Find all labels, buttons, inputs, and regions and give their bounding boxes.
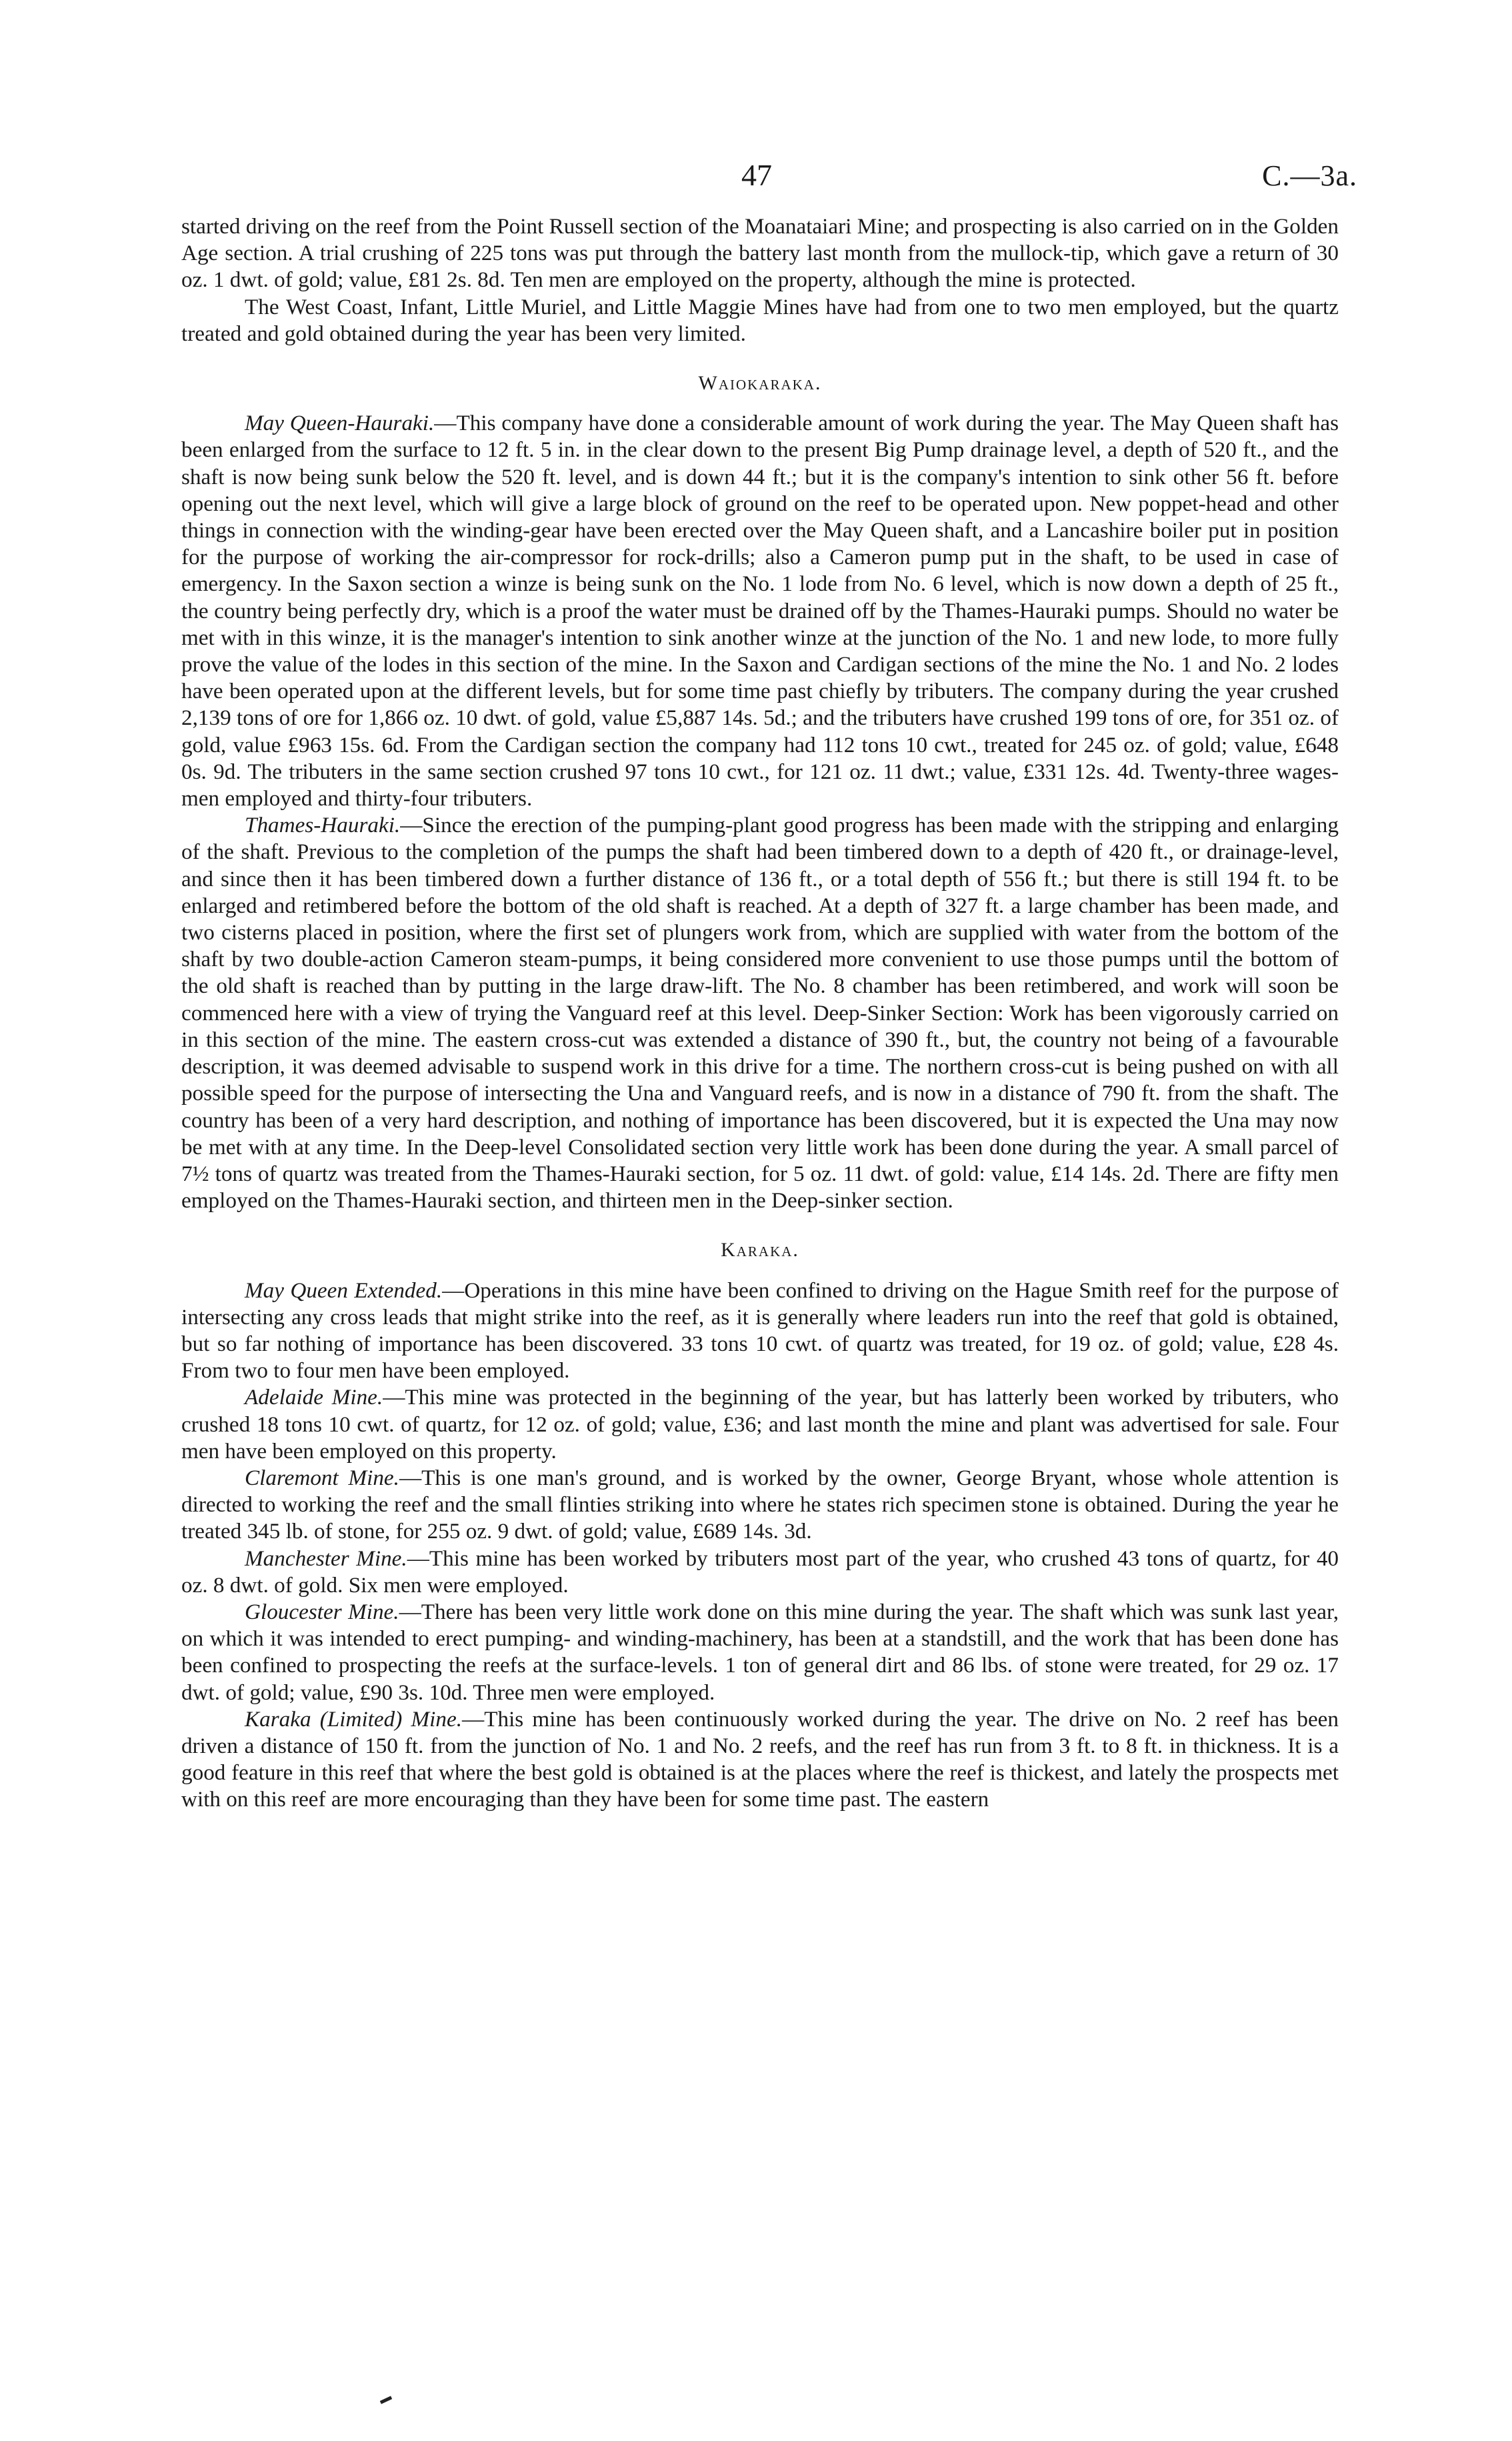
- section-heading-waiokaraka: Waiokaraka.: [698, 372, 822, 395]
- ink-mark: [380, 2396, 392, 2404]
- page-number: 47: [741, 158, 772, 192]
- paragraph-may-queen-extended: [181, 1278, 1339, 1385]
- section-code: C.—3a.: [1262, 159, 1357, 192]
- mine-title: May Queen Extended.: [245, 1278, 443, 1303]
- mine-title: May Queen-Hauraki.: [245, 411, 435, 436]
- paragraph-continuation: started driving on the reef from the Point Russell section of the Moanataiari Mine; and prospecting is also carried on in the Golden Age section. A trial crushing of 225 tons was put through the battery last month from the mullock-tip, which gave a return of 30 oz. 1 dwt. of gold; value, £81 2s. 8d. Ten men are employed on the property, although the mine is protected.: [181, 214, 1339, 293]
- paragraph-claremont: [181, 1465, 1339, 1546]
- mine-title: Manchester Mine.: [245, 1546, 407, 1571]
- mine-title: Adelaide Mine.: [245, 1385, 383, 1410]
- paragraph-adelaide: [181, 1384, 1339, 1465]
- mine-body: —Operations in this mine have been confined to driving on the Hague Smith reef for the purpose of intersecting any cross leads that might strike into the reef, as it is generally where leaders run into the reef that gold is obtained, but so far nothing of importance has been discovered. 33 tons 10 cwt. of quartz was treated, for 19 oz. of gold; value, £28 4s. From two to four men have been employed.: [181, 1278, 1339, 1384]
- mine-title: Thames-Hauraki.: [245, 813, 401, 838]
- paragraph-thames-hauraki: [181, 812, 1339, 1214]
- mine-title: Gloucester Mine.: [245, 1599, 399, 1624]
- mine-title: Karaka (Limited) Mine.: [245, 1706, 463, 1732]
- mine-body: —This company have done a considerable amount of work during the year. The May Queen shaft has been enlarged from the surface to 12 ft. 5 in. in the clear down to the present Big Pump drainage level, a depth of 520 ft., and the shaft is now being sunk below the 520 ft. level, and is down 44 ft.; but it is the company's intention to sink other 56 ft. before opening out the next level, which will give a large block of ground on the reef to be operated upon. New poppet-head and other things in connection with the winding-gear have been erected over the May Queen shaft, and a Lancashire boiler put in position for the purpose of working the air-compressor for rock-drills; also a Cameron pump put in the shaft, to be used in case of emergency. In the Saxon section a winze is being sunk on the No. 1 lode from No. 6 level, which is now down a depth of 25 ft., the country being perfectly dry, which is a proof the water must be drained off by the Thames-Hauraki pumps. Should no water be met with in this winze, it is the manager's intention to sink another winze at the junction of the No. 1 and new lode, to more fully prove the value of the lodes in this section of the mine. In the Saxon and Cardigan sections of the mine the No. 1 and No. 2 lodes have been operated upon at the different levels, but for some time past chiefly by tributers. The company during the year crushed 2,139 tons of ore for 1,866 oz. 10 dwt. of gold, value £5,887 14s. 5d.; and the tributers have crushed 199 tons of ore, for 351 oz. of gold, value £963 15s. 6d. From the Cardigan section the company had 112 tons 10 cwt., treated for 245 oz. of gold; value, £648 0s. 9d. The tributers in the same section crushed 97 tons 10 cwt., for 121 oz. 11 dwt.; value, £331 12s. 4d. Twenty-three wages-men employed and thirty-four tributers.: [181, 411, 1339, 811]
- mine-body: —Since the erection of the pumping-plant good progress has been made with the stripping and enlarging of the shaft. Previous to the completion of the pumps the shaft had been timbered down to a depth of 420 ft., or drainage-level, and since then it has been timbered down a further distance of 136 ft., or a total depth of 556 ft.; but there is still 194 ft. to be enlarged and retimbered before the bottom of the old shaft is reached. At a depth of 327 ft. a large chamber has been made, and two cisterns placed in position, where the first set of plungers work from, which are supplied with water from the bottom of the shaft by two double-action Cameron steam-pumps, it being considered more convenient to use those pumps until the bottom of the old shaft is reached than by putting in the large draw-lift. The No. 8 chamber has been retimbered, and work will soon be commenced here with a view of trying the Vanguard reef at this level. Deep-Sinker Section: Work has been vigorously carried on in this section of the mine. The eastern cross-cut was extended a distance of 390 ft., but, the country not being of a favourable description, it was deemed advisable to suspend work in this drive for a time. The northern cross-cut is being pushed on with all possible speed for the purpose of intersecting the Una and Vanguard reefs, and is now in a distance of 790 ft. from the shaft. The country has been of a very hard description, and nothing of importance has been discovered, but it is expected the Una may now be met with at any time. In the Deep-level Consolidated section very little work has been done during the year. A small parcel of 7½ tons of quartz was treated from the Thames-Hauraki section, for 5 oz. 11 dwt. of gold: value, £14 14s. 2d. There are fifty men employed on the Thames-Hauraki section, and thirteen men in the Deep-sinker section.: [181, 813, 1339, 1213]
- mine-body: —This mine was protected in the beginning of the year, but has latterly been worked by tributers, who crushed 18 tons 10 cwt. of quartz, for 12 oz. of gold; value, £36; and last month the mine and plant was advertised for sale. Four men have been employed on this property.: [181, 1385, 1339, 1464]
- paragraph-gloucester: [181, 1599, 1339, 1706]
- mine-title: Claremont Mine.: [245, 1465, 399, 1490]
- text-column: [181, 213, 1339, 1814]
- paragraph-may-queen-hauraki: [181, 410, 1339, 812]
- paragraph-karaka-limited: [181, 1706, 1339, 1814]
- mine-body: —This mine has been continuously worked during the year. The drive on No. 2 reef has been driven a distance of 150 ft. from the junction of No. 1 and No. 2 reefs, and the reef has run from 3 ft. to 8 ft. in thickness. It is a good feature in this reef that where the best gold is obtained is at the places where the reef is thickest, and lately the prospects met with on this reef are more encouraging than they have been for some time past. The eastern: [181, 1706, 1339, 1812]
- section-heading-karaka: Karaka.: [721, 1239, 799, 1262]
- paragraph-manchester: [181, 1546, 1339, 1599]
- mine-body: —This mine has been worked by tributers most part of the year, who crushed 43 tons of quartz, for 40 oz. 8 dwt. of gold. Six men were employed.: [181, 1546, 1339, 1598]
- mine-body: —There has been very little work done on this mine during the year. The shaft which was sunk last year, on which it was intended to erect pumping- and winding-machinery, has been at a standstill, and the work that has been done has been confined to prospecting the reefs at the surface-levels. 1 ton of general dirt and 86 lbs. of stone were treated, for 29 oz. 17 dwt. of gold; value, £90 3s. 10d. Three men were employed.: [181, 1599, 1339, 1705]
- mine-body: —This is one man's ground, and is worked by the owner, George Bryant, whose whole attention is directed to working the reef and the small flinties striking into where he states rich specimen stone is obtained. During the year he treated 345 lb. of stone, for 255 oz. 9 dwt. of gold; value, £689 14s. 3d.: [181, 1465, 1339, 1544]
- paragraph-west-coast: The West Coast, Infant, Little Muriel, and Little Maggie Mines have had from one to two men employed, but the quartz treated and gold obtained during the year has been very limited.: [181, 294, 1339, 346]
